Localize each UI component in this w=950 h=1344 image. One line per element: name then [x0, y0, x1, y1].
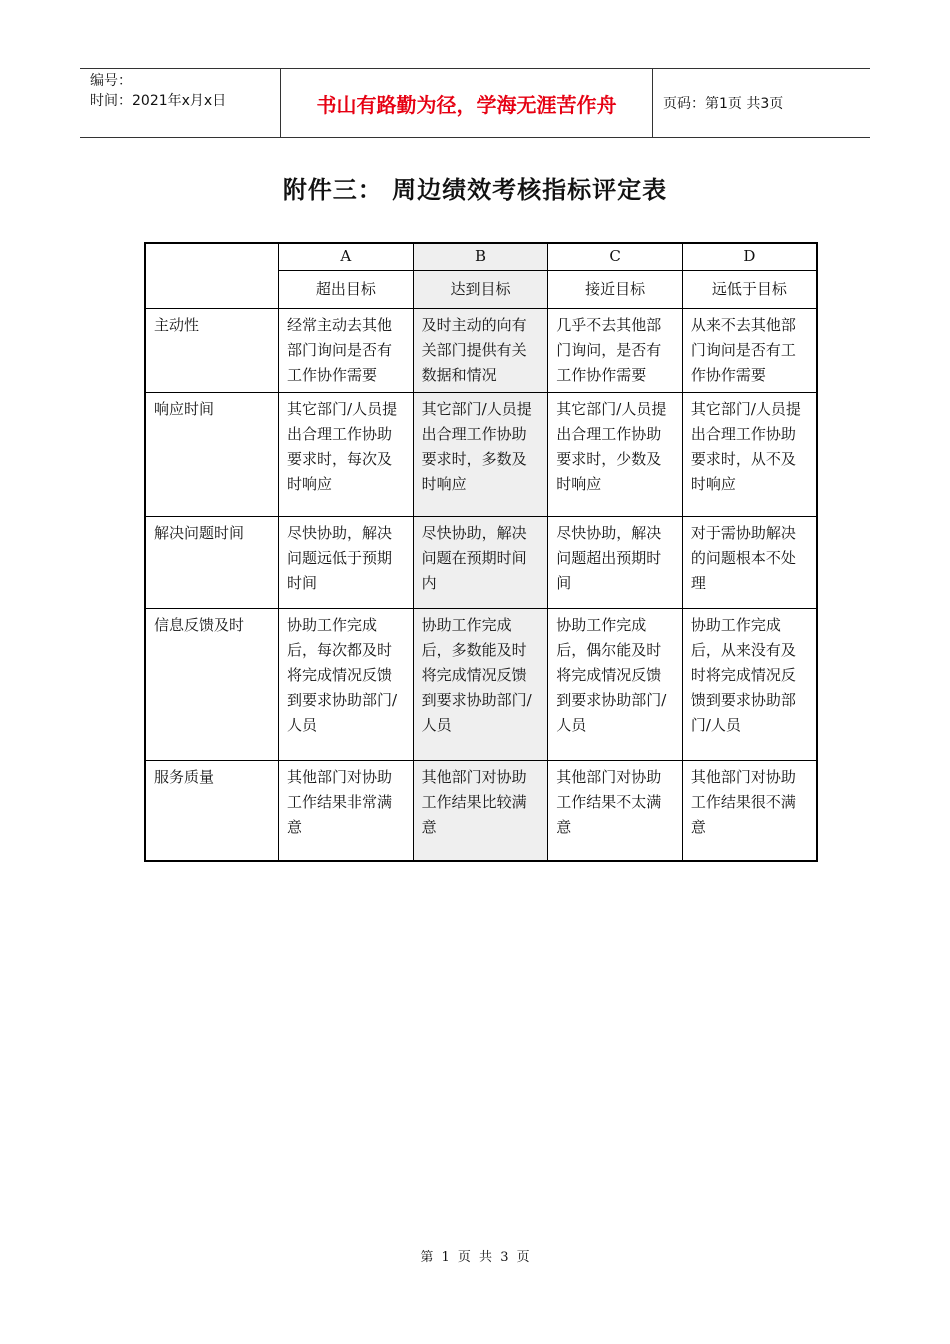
column-letter-d: D	[682, 243, 817, 270]
criteria-cell: 对于需协助解决的问题根本不处理	[682, 516, 817, 608]
criteria-cell: 其他部门对协助工作结果很不满意	[682, 760, 817, 861]
criteria-cell: 其他部门对协助工作结果比较满意	[413, 760, 548, 861]
column-level-d: 远低于目标	[682, 270, 817, 308]
criteria-cell: 其它部门/人员提出合理工作协助要求时，多数及时响应	[413, 392, 548, 516]
table-row	[145, 760, 817, 861]
page-footer: 第 1 页 共 3 页	[420, 1250, 530, 1265]
table-row	[145, 608, 817, 760]
table-row	[145, 308, 817, 392]
header-motto: 书山有路勤为径，学海无涯苦作舟	[280, 69, 653, 137]
criteria-cell: 及时主动的向有关部门提供有关数据和情况	[413, 308, 548, 392]
corner-cell	[145, 243, 279, 308]
criteria-cell: 其它部门/人员提出合理工作协助要求时，从不及时响应	[682, 392, 817, 516]
criteria-cell: 几乎不去其他部门询问，是否有工作协作需要	[548, 308, 683, 392]
column-level-b: 达到目标	[413, 270, 548, 308]
criteria-cell: 尽快协助，解决问题在预期时间内	[413, 516, 548, 608]
criteria-cell: 从来不去其他部门询问是否有工作协作需要	[682, 308, 817, 392]
table-row	[145, 516, 817, 608]
page-header	[80, 68, 870, 138]
criteria-cell: 尽快协助，解决问题超出预期时间	[548, 516, 683, 608]
criteria-cell: 协助工作完成后，每次都及时将完成情况反馈到要求协助部门/人员	[279, 608, 414, 760]
criteria-cell: 协助工作完成后，从来没有及时将完成情况反馈到要求协助部门/人员	[682, 608, 817, 760]
document-time-label: 时间：2021年x月x日	[90, 93, 227, 109]
criteria-cell: 协助工作完成后，多数能及时将完成情况反馈到要求协助部门/人员	[413, 608, 548, 760]
criteria-cell: 尽快协助，解决问题远低于预期时间	[279, 516, 414, 608]
header-page-number: 页码：第1页 共3页	[663, 96, 784, 112]
column-level-a: 超出目标	[279, 270, 414, 308]
row-label: 服务质量	[145, 760, 279, 861]
row-label: 响应时间	[145, 392, 279, 516]
column-letter-b: B	[413, 243, 548, 270]
document-number-label: 编号：	[90, 73, 132, 89]
criteria-cell: 协助工作完成后，偶尔能及时将完成情况反馈到要求协助部门/人员	[548, 608, 683, 760]
criteria-cell: 其它部门/人员提出合理工作协助要求时，每次及时响应	[279, 392, 414, 516]
row-label: 主动性	[145, 308, 279, 392]
evaluation-table	[144, 242, 818, 862]
criteria-cell: 其他部门对协助工作结果不太满意	[548, 760, 683, 861]
document-title: 附件三： 周边绩效考核指标评定表	[282, 176, 668, 204]
letter-header-row	[145, 243, 817, 270]
criteria-cell: 其他部门对协助工作结果非常满意	[279, 760, 414, 861]
column-level-c: 接近目标	[548, 270, 683, 308]
column-letter-a: A	[279, 243, 414, 270]
criteria-cell: 经常主动去其他部门询问是否有工作协作需要	[279, 308, 414, 392]
header-meta	[80, 69, 280, 137]
table-row	[145, 392, 817, 516]
column-letter-c: C	[548, 243, 683, 270]
row-label: 解决问题时间	[145, 516, 279, 608]
row-label: 信息反馈及时	[145, 608, 279, 760]
criteria-cell: 其它部门/人员提出合理工作协助要求时，少数及时响应	[548, 392, 683, 516]
